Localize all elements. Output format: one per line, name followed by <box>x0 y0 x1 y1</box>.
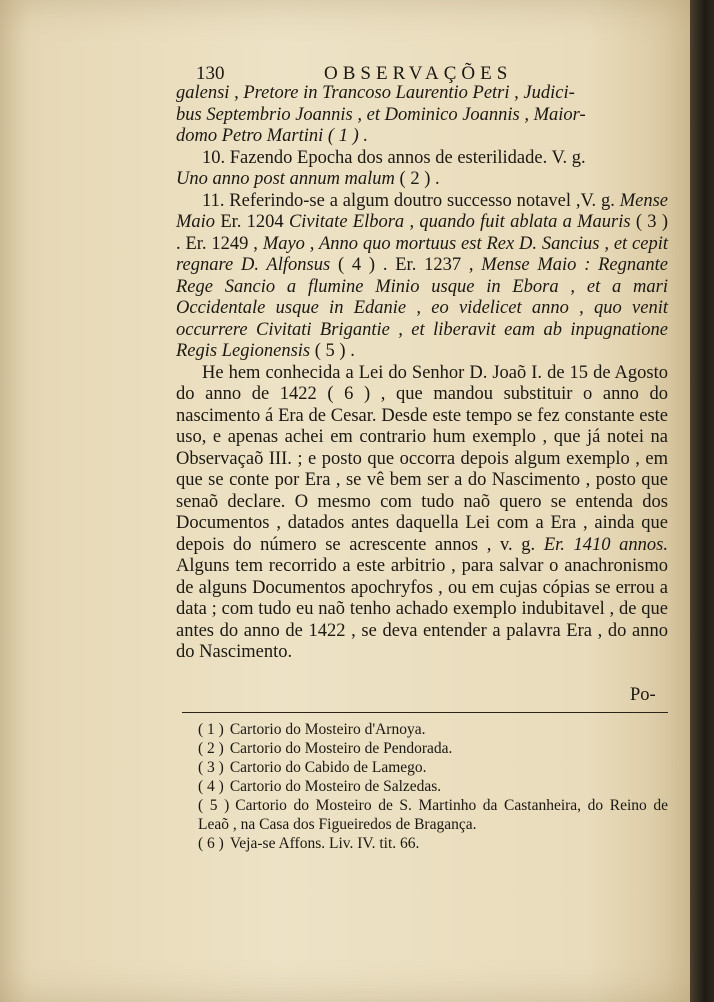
italic-line: bus Septembrio Joannis , et Dominico Joannis , Maior- <box>176 104 586 125</box>
text-run: Alguns tem recorrido a este arbitrio , para salvar o anachronismo de alguns Documentos apochryfos , ou em cujas cópias se errou a data ; com tudo eu naõ tenho achado exemplo indubitavel , de que antes do anno de 1422 , se deva entender a palavra Era , do anno do Nascimento. <box>176 556 668 662</box>
text-run: 11. Referindo-se a algum doutro successo notavel , <box>202 190 581 211</box>
italic-run: Mense Maio : Regnante Rege Sancio a flumine Minio usque in Ebora , et a mari Occidentale usque in Edanie , eo videlicet anno , quo venit occurrere Civitati Brigantie , et liberavit eam ab inpugnatione Regis Legionensis <box>176 255 668 361</box>
paragraph-10-latin: Uno anno post annum malum <box>176 169 395 189</box>
footnote-text: Cartorio do Mosteiro de Salzedas. <box>229 778 442 795</box>
paragraph-lei <box>176 363 668 664</box>
footnote-text: Cartorio do Mosteiro de Pendorada. <box>229 740 453 757</box>
italic-line: galensi , Pretore in Trancoso Laurentio Petri , Judici- <box>176 83 575 103</box>
text-run: ( 4 ) . Er. 1237 , <box>330 255 482 275</box>
italic-run: Er. 1410 annos. <box>543 534 669 555</box>
footnote-marker: ( 1 ) <box>198 721 224 738</box>
italic-line: domo Petro Martini ( 1 ) . <box>176 126 369 146</box>
footnote-rule <box>182 712 668 713</box>
footnote <box>176 834 668 853</box>
footnote <box>176 739 668 758</box>
italic-run: Mayo , Anno quo mortuus est Rex D. Sancius , et cepit regnare D. Alfonsus <box>176 233 668 275</box>
running-title: OBSERVAÇÕES <box>324 63 513 84</box>
footnote <box>176 796 668 834</box>
text-run: ( 3 ) . Er. 1249 , <box>176 212 668 254</box>
footnote-marker: ( 3 ) <box>198 759 224 776</box>
text-run: V. g. <box>580 190 620 211</box>
footnote-marker: ( 5 ) <box>198 797 230 814</box>
footnote <box>176 758 668 777</box>
book-edge <box>690 0 714 1002</box>
paragraph-10-text: 10. Fazendo Epocha dos annos de esterilidade. V. g. <box>202 147 586 168</box>
text-run: He hem conhecida a Lei do Senhor D. Joaõ I. de 15 de Agosto do anno de 1422 ( 6 ) , que mandou substituir o anno do nascimento á Era de Cesar. Desde este tempo se fez constante este uso, e apenas achei em contrario hum exemplo , que já notei na Observaçaõ III. ; e posto que occorra depois algum exemplo , em que se conte por Era , se vê bem ser a do Nascimento , posto que senaõ declare. O mesmo com tudo naõ quero se entenda dos Documentos , datados antes daquella Lei com a Era , ainda que depois do número se acrescente annos , v. g. <box>176 362 668 555</box>
footnote-marker: ( 4 ) <box>198 778 224 795</box>
footnote <box>176 720 668 739</box>
main-text <box>176 83 668 664</box>
italic-run: Civitate Elbora , quando fuit ablata a Mauris <box>288 212 631 232</box>
paragraph-continuation <box>176 83 668 148</box>
paragraph-10 <box>176 148 668 191</box>
paragraph-10-ref: ( 2 ) . <box>394 169 440 189</box>
page-number: 130 <box>196 63 225 84</box>
footnotes <box>176 720 668 853</box>
footnote-marker: ( 6 ) <box>198 835 224 852</box>
italic-run: Mense Maio <box>176 190 668 232</box>
footnote <box>176 777 668 796</box>
footnote-text: Cartorio do Mosteiro d'Arnoya. <box>229 721 426 738</box>
paragraph-11 <box>176 191 668 363</box>
footnote-text: Veja-se Affons. Liv. IV. tit. 66. <box>229 835 420 852</box>
footnote-text: Cartorio do Mosteiro de S. Martinho da Castanheira, do Reino de Leaõ , na Casa dos Figueiredos de Bragança. <box>198 797 668 833</box>
footnote-text: Cartorio do Cabido de Lamego. <box>229 759 427 776</box>
text-run: ( 5 ) . <box>310 341 355 361</box>
catchword: Po- <box>630 685 656 705</box>
footnote-marker: ( 2 ) <box>198 740 224 757</box>
text-run: Er. 1204 <box>215 212 289 232</box>
